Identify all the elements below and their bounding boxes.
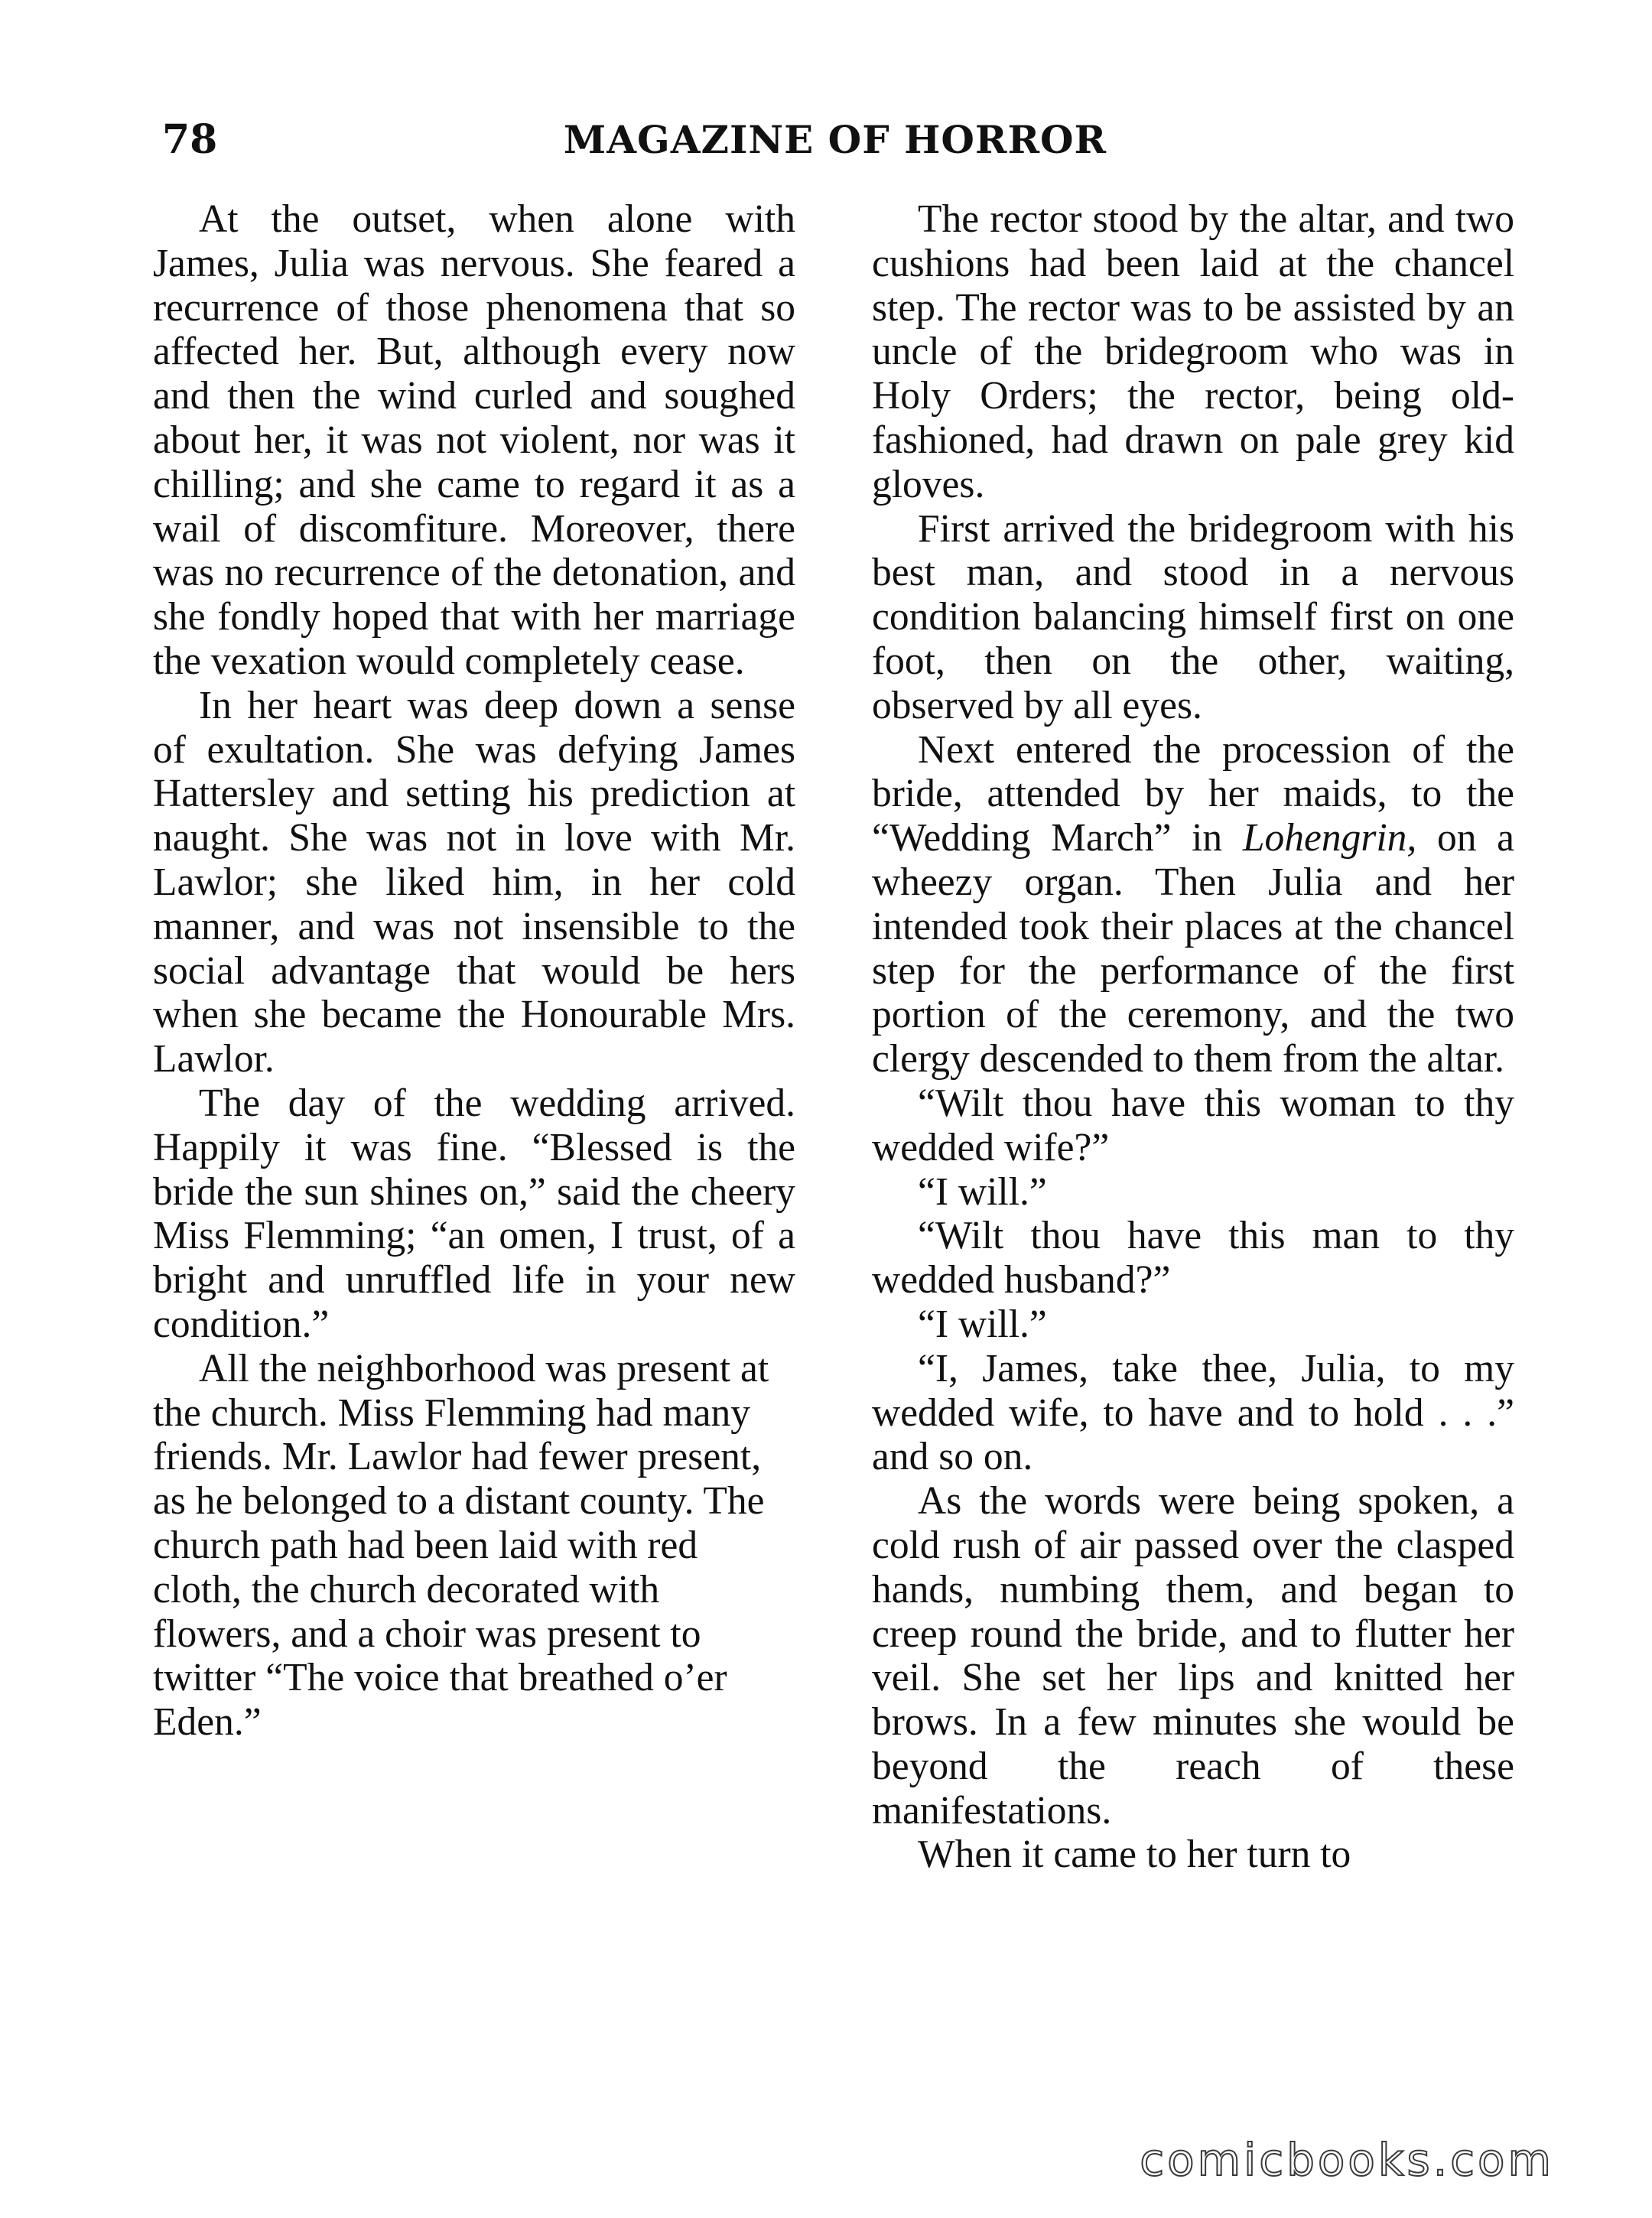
dialogue-line: “Wilt thou have this man to thy wedded husband?” [872,1214,1514,1303]
text-span: Next entered the procession of the bride, attended by her maids, to the “Wedding March” in [872,727,1514,860]
paragraph: All the neighborhood was present at the church. Miss Flemming had many friends. Mr. Lawlor had fewer present, as he belonged to a distant county. The church path had been laid with red cloth, the church decorated with flowers, and a choir was present to twitter “The voice that breathed o’er Eden.” [153,1346,769,1745]
left-column [153,197,795,1745]
paragraph: As the words were being spoken, a cold rush of air passed over the clasped hands, numbing them, and began to creep round the bride, and to flutter her veil. She set her lips and knitted her brows. In a few minutes she would be beyond the reach of these manifestations. [872,1479,1514,1833]
text-span: on a wheezy organ. Then Julia and her intended took their places at the chancel step for the performance of the first portion of the ceremony, and the two clergy descended to them from the altar. [872,816,1514,1081]
running-title: MAGAZINE OF HORROR [563,117,1107,162]
page-number: 78 [162,116,218,163]
paragraph: The day of the wedding arrived. Happily it was fine. “Blessed is the bride the sun shines on,” said the cheery Miss Flemming; “an omen, I trust, of a bright and unruffled life in your new condition.” [153,1081,795,1346]
paragraph: At the outset, when alone with James, Julia was nervous. She feared a recurrence of those phenomena that so affected her. But, although every now and then the wind curled and soughed about her, it was not violent, nor was it chilling; and she came to regard it as a wail of discomfiture. Moreover, there was no recurrence of the detonation, and she fondly hoped that with her marriage the vexation would completely cease. [153,197,795,683]
dialogue-line: “I will.” [918,1302,1047,1346]
paragraph: In her heart was deep down a sense of exultation. She was defying James Hattersley and setting his prediction at naught. She was not in love with Mr. Lawlor; she liked him, in her cold manner, and was not insensible to the social advantage that would be hers when she became the Honourable Mrs. Lawlor. [153,683,795,1081]
paragraph: First arrived the bridegroom with his best man, and stood in a nervous condition balancing himself first on one foot, then on the other, waiting, observed by all eyes. [872,506,1514,727]
paragraph: When it came to her turn to [918,1833,1351,1877]
right-column [872,197,1514,1877]
watermark: comicbooks.com [1140,2134,1554,2186]
paragraph [872,728,1514,1081]
page-header [162,113,1508,167]
dialogue-line: “I, James, take thee, Julia, to my wedded wife, to have and to hold . . .” and so on. [872,1346,1514,1479]
paragraph: The rector stood by the altar, and two cushions had been laid at the chancel step. The rector was to be assisted by an uncle of the bridegroom who was in Holy Orders; the rector, being old-fashioned, had drawn on pale grey kid gloves. [872,197,1514,506]
dialogue-line: “I will.” [918,1169,1047,1214]
opera-title: Lohengrin, [1242,816,1417,860]
dialogue-line: “Wilt thou have this woman to thy wedded wife?” [872,1081,1514,1169]
